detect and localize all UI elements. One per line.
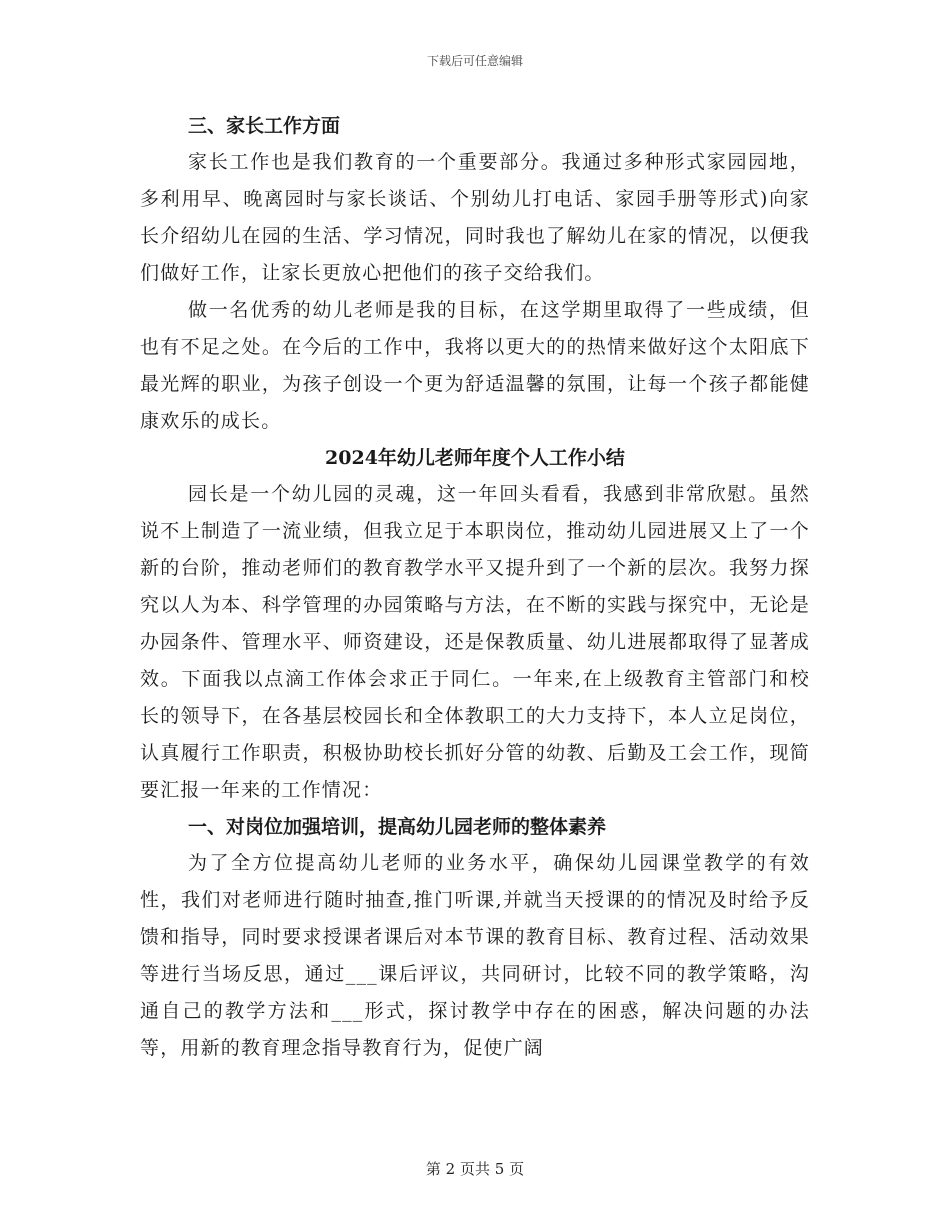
paragraph: 家长工作也是我们教育的一个重要部分。我通过多种形式家园园地，多利用早、晚离园时与家长谈话、个别幼儿打电话、家园手册等形式)向家长介绍幼儿在园的生活、学习情况，同时我也了解幼儿在家的情况，以便我们做好工作，让家长更放心把他们的孩子交给我们。 <box>140 151 810 284</box>
paragraph: 园长是一个幼儿园的灵魂，这一年回头看看，我感到非常欣慰。虽然说不上制造了一流业绩，但我立足于本职岗位，推动幼儿园进展又上了一个新的台阶，推动老师们的教育教学水平又提升到了一个新的层次。我努力探究以人为本、科学管理的办园策略与方法，在不断的实践与探究中，无论是办园条件、管理水平、师资建设，还是保教质量、幼儿进展都取得了显著成效。下面我以点滴工作体会求正于同仁。一年来,在上级教育主管部门和校长的领导下，在各基层校园长和全体教职工的大力支持下，本人立足岗位，认真履行工作职责，积极协助校长抓好分管的幼教、后勤及工会工作，现简要汇报一年来的工作情况： <box>140 483 810 801</box>
section-heading-parent-work: 三、家长工作方面 <box>188 115 341 137</box>
page-number: 第 2 页共 5 页 <box>425 1160 525 1178</box>
document-title: 2024年幼儿老师年度个人工作小结 <box>325 447 625 469</box>
header-note: 下载后可任意编辑 <box>426 54 523 68</box>
document-body <box>140 108 810 1067</box>
paragraph: 为了全方位提高幼儿老师的业务水平，确保幼儿园课堂教学的有效性，我们对老师进行随时抽查,推门听课,并就当天授课的的情况及时给予反馈和指导，同时要求授课者课后对本节课的教育目标、教育过程、活动效果等进行当场反思，通过___课后评议，共同研讨，比较不同的教学策略，沟通自己的教学方法和___形式，探讨教学中存在的困惑，解决问题的办法等，用新的教育理念指导教育行为，促使广阔 <box>140 852 810 1059</box>
paragraph: 做一名优秀的幼儿老师是我的目标，在这学期里取得了一些成绩，但也有不足之处。在今后的工作中，我将以更大的的热情来做好这个太阳底下最光辉的职业，为孩子创设一个更为舒适温馨的氛围，让每一个孩子都能健康欢乐的成长。 <box>140 299 810 432</box>
section-heading-training: 一、对岗位加强培训，提高幼儿园老师的整体素养 <box>188 816 607 838</box>
